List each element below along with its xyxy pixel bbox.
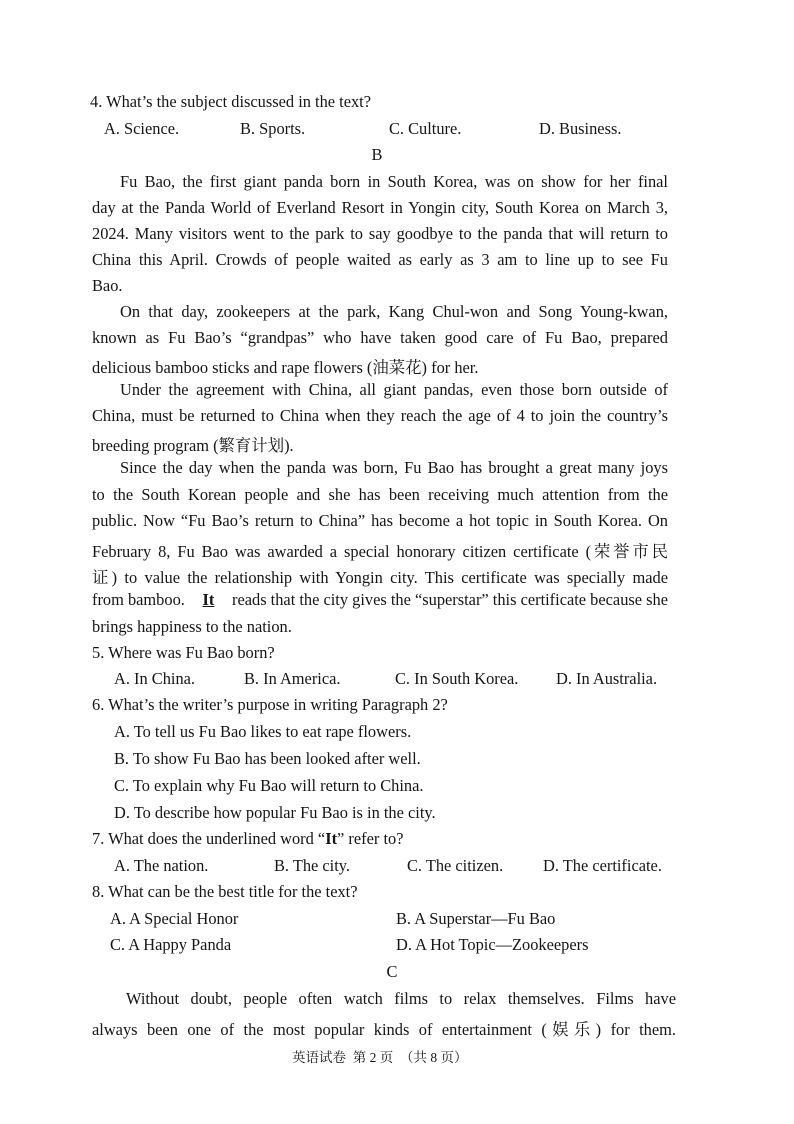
q4-option-a: A. Science. <box>104 119 180 138</box>
q5-option-a: A. In China. <box>114 669 196 688</box>
q6-option-b: B. To show Fu Bao has been looked after well. <box>114 749 421 768</box>
paragraph-line: 证) to value the relationship with Yongin city. This certificate was specially made <box>92 568 668 587</box>
q8-option-c: C. A Happy Panda <box>110 935 232 954</box>
q7-option-d: D. The certificate. <box>543 856 662 875</box>
paragraph-line: On that day, zookeepers at the park, Kang Chul-won and Song Young-kwan, <box>120 302 668 321</box>
q7-option-c: C. The citizen. <box>407 856 504 875</box>
q5-option-b: B. In America. <box>244 669 341 688</box>
paragraph-line: always been one of the most popular kinds of entertainment (娱乐) for them. <box>92 1020 676 1039</box>
paragraph-line: public. Now “Fu Bao’s return to China” has become a hot topic in South Korea. On <box>92 511 668 530</box>
question-8-stem: 8. What can be the best title for the text? <box>92 882 358 901</box>
paragraph-line: China this April. Crowds of people waited as early as 3 am to line up to see Fu <box>92 250 668 269</box>
q5-option-c: C. In South Korea. <box>395 669 519 688</box>
q6-option-c: C. To explain why Fu Bao will return to China. <box>114 776 424 795</box>
paragraph-line: 2024. Many visitors went to the park to say goodbye to the panda that will return to <box>92 224 668 243</box>
paragraph-line: Since the day when the panda was born, Fu Bao has brought a great many joys <box>120 458 668 477</box>
paragraph-line: Bao. <box>92 276 123 295</box>
q8-option-d: D. A Hot Topic—Zookeepers <box>396 935 589 954</box>
question-7-stem <box>92 829 403 849</box>
paragraph-line: Under the agreement with China, all giant pandas, even those born outside of <box>120 380 668 399</box>
paragraph-line: brings happiness to the nation. <box>92 617 292 636</box>
q6-option-a: A. To tell us Fu Bao likes to eat rape flowers. <box>114 722 412 741</box>
paragraph-line: breeding program (繁育计划). <box>92 436 294 455</box>
section-c-label: C <box>386 962 398 981</box>
paragraph-text: reads that the city gives the “superstar” this certificate because she <box>232 590 668 609</box>
paragraph-line: Without doubt, people often watch films to relax themselves. Films have <box>126 989 676 1008</box>
paragraph-text: from bamboo. <box>92 590 185 609</box>
q4-option-b: B. Sports. <box>240 119 306 138</box>
underlined-word-it: It <box>202 590 215 609</box>
q7-option-b: B. The city. <box>274 856 351 875</box>
paragraph-line: known as Fu Bao’s “grandpas” who have taken good care of Fu Bao, prepared <box>92 328 668 347</box>
paragraph-line: delicious bamboo sticks and rape flowers (油菜花) for her. <box>92 358 479 377</box>
question-6-stem: 6. What’s the writer’s purpose in writing Paragraph 2? <box>92 695 448 714</box>
q7-option-a: A. The nation. <box>114 856 209 875</box>
q7-stem-word: It <box>325 829 338 848</box>
q5-option-d: D. In Australia. <box>556 669 658 688</box>
q4-option-d: D. Business. <box>539 119 622 138</box>
paragraph-line: day at the Panda World of Everland Resort in Yongin city, South Korea on March 3, <box>92 198 668 217</box>
section-b-label: B <box>371 145 383 164</box>
q7-stem-post: ” refer to? <box>337 829 404 848</box>
question-5-stem: 5. Where was Fu Bao born? <box>92 643 275 662</box>
q4-option-c: C. Culture. <box>389 119 462 138</box>
page-footer: 英语试卷 第 2 页 （共 8 页） <box>292 1050 468 1065</box>
paragraph-line: to the South Korean people and she has been receiving much attention from the <box>92 485 668 504</box>
q7-stem-pre: 7. What does the underlined word “ <box>92 829 326 848</box>
paragraph-line-with-underline <box>92 590 668 610</box>
q8-option-a: A. A Special Honor <box>110 909 239 928</box>
q8-option-b: B. A Superstar—Fu Bao <box>396 909 556 928</box>
question-4-stem: 4. What’s the subject discussed in the text? <box>90 92 372 111</box>
q6-option-d: D. To describe how popular Fu Bao is in the city. <box>114 803 436 822</box>
paragraph-line: Fu Bao, the first giant panda born in South Korea, was on show for her final <box>120 172 668 191</box>
paragraph-line: China, must be returned to China when they reach the age of 4 to join the country’s <box>92 406 668 425</box>
paragraph-line: February 8, Fu Bao was awarded a special honorary citizen certificate (荣誉市民 <box>92 542 668 561</box>
